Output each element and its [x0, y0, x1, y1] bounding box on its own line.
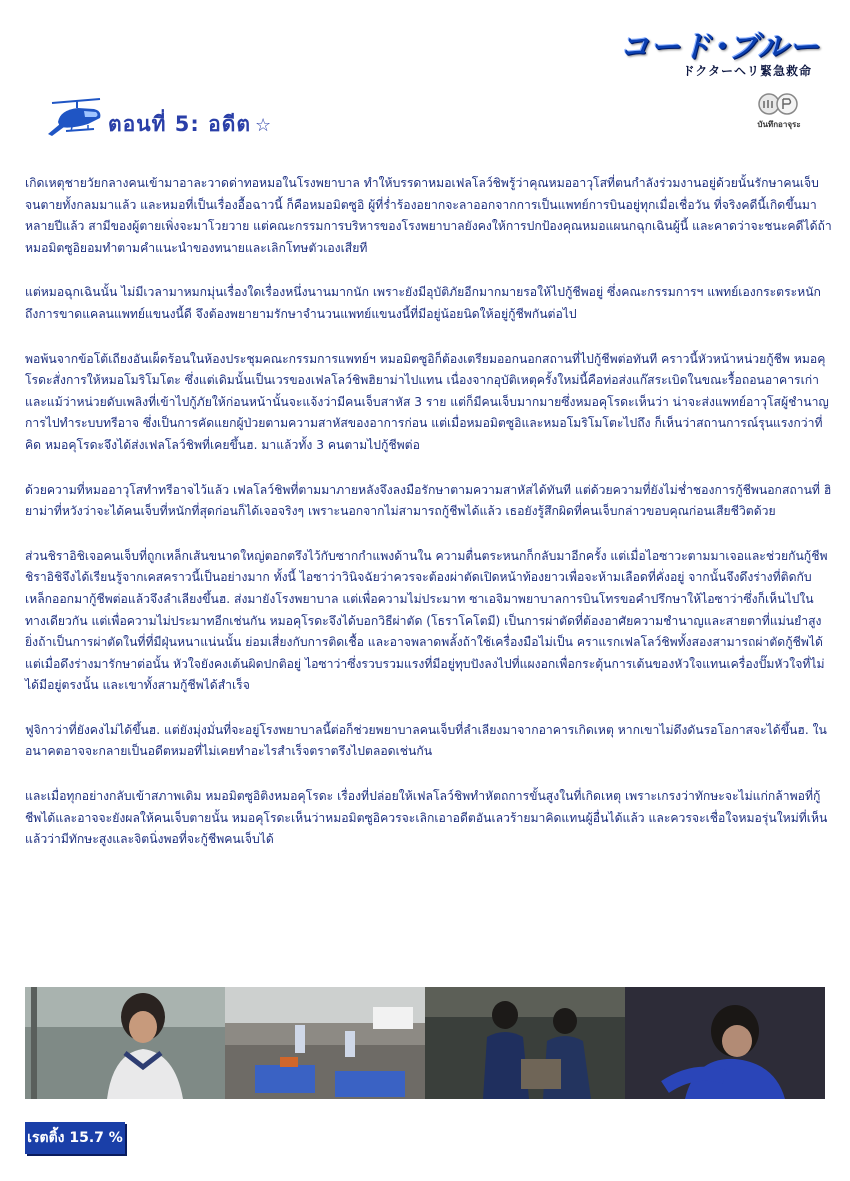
scene-photo-4 [625, 987, 825, 1099]
paragraph: ส่วนชิราอิชิเจอคนเจ็บที่ถูกเหล็กเส้นขนาดใหญ่ตอกตรึงไว้กับซากกำแพงด้านใน ความตื่นตระหนกก็กลับมาอีกครั้ง แต่เมื่อไอซาวะตามมาเจอและช่วยกันกู้ชีพ ชิราอิชิจึงได้เรียนรู้จากเคสคราวนี้เป็นอย่างมาก ทั้งนี้ ไอซาว่าวินิจฉัยว่าควรจะต้องผ่าตัดเปิดหน้าท้องยาวเพื่อจะห้ามเลือดที่คั่งอยู่ จากนั้นจึงดึงร่างที่ติดกับเหล็กออกมากู้ชีพต่อแล้วจึงลำเลียงขึ้นฮ. ส่งมายังโรงพยาบาล แต่เพื่อความไม่ประมาท ซาเอจิมาพยาบาลการบินโทรขอคำปรึกษาให้ไอซาว่าซึ่งก็เห็นไปในทางเดียวกัน แต่เพื่อความไม่ประมาทอีกเช่นกัน หมอคุโรดะจึงได้บอกวิธีผ่าตัด (โธราโคโตมี) เป็นการผ่าตัดที่ต้องอาศัยความชำนาญและสายตาที่แม่นยำสูง ยิ่งถ้าเป็นการผ่าตัดในที่ที่มีฝุ่นหนาแน่นนั้น ย่อมเสี่ยงกับการติดเชื้อ และอาจพลาดพลั้งถ้าใช้เครื่องมือไม่เป็น คราแรกเฟลโลว์ชิพทั้งสองสามารถผ่าตัดกู้ชีพได้ แต่เมื่อดึงร่างมารักษาต่อนั้น หัวใจยังคงเต้นผิดปกติอยู่ ไอซาว่าซึ่งรวบรวมแรงที่มีอยู่ทุบปังลงไปที่แผงอกเพื่อกระตุ้นการเต้นของหัวใจแทนเครื่องปั๊มหัวใจที่ไม่ได้มีอยู่ตรงนั้น และเขาทั้งสามกู้ชีพได้สำเร็จ [25, 548, 828, 693]
photo-strip [25, 987, 825, 1099]
rating-label: เรตติ้ง 15.7 % [25, 1122, 125, 1154]
scene-photo-3 [425, 987, 625, 1099]
show-logo [548, 22, 820, 84]
paragraph: ด้วยความที่หมออาวุโสทำทรีอาจไว้แล้ว เฟลโลว์ชิพที่ตามมาภายหลังจึงลงมือรักษาตามความสาหัสได้ทันที แต่ด้วยความที่ยังไม่ช่ำชองการกู้ชีพนอกสถานที่ ฮิยาม่าที่หวังว่าจะได้คนเจ็บที่หนักที่สุดก่อนก็ได้เจอจริงๆ เพราะนอกจากไม่สามารถกู้ชีพได้แล้ว เธอยังรู้สึกผิดที่คนเจ็บกล่าวขอบคุณก่อนเสียชีวิตด้วย [25, 482, 832, 519]
logo-title: コード･ブルー [619, 30, 820, 65]
badge-label: บันทึกอาจุระ [757, 120, 801, 129]
logo-subtitle: ドクターヘリ緊急救命 [682, 64, 812, 78]
helicopter-icon [44, 96, 106, 138]
star-icon: ☆ [254, 115, 273, 136]
paragraph: ฟูจิกาว่าที่ยังคงไม่ได้ขึ้นฮ. แต่ยังมุ่งมั่นที่จะอยู่โรงพยาบาลนี้ต่อก็ช่วยพยาบาลคนเจ็บที่ลำเลียงมาจากอาคารเกิดเหตุ หากเขาไม่ดึงดันรอโอกาสจะได้ขึ้นฮ. ในอนาคตอาจจะกลายเป็นอดีตหมอที่ไม่เคยทำอะไรสำเร็จตราตรึงไปตลอดเช่นกัน [25, 722, 827, 759]
paragraph: และเมื่อทุกอย่างกลับเข้าสภาพเดิม หมอมิตซูอิติงหมอคุโรดะ เรื่องที่ปล่อยให้เฟลโลว์ชิพทำหัตถการขั้นสูงในที่เกิดเหตุ เพราะเกรงว่าทักษะจะไม่แก่กล้าพอที่กู้ชีพได้และอาจจะยังผลให้คนเจ็บตายนั้น หมอคุโรดะเห็นว่าหมอมิตซูอิควรจะเลิกเอาอดีตอันเลวร้ายมาคิดแทนผู้อื่นได้แล้ว และควรจะเชื่อใจหมอรุ่นใหม่ที่เห็นแล้วว่ามีทักษะสูงและจิตนิ่งพอที่จะกู้ชีพคนเจ็บได้ [25, 789, 828, 847]
paragraph: พอพ้นจากข้อโต้เถียงอันเผ็ดร้อนในห้องประชุมคณะกรรมการแพทย์ฯ หมอมิตซูอิก็ต้องเตรียมออกนอกสถานที่ไปกู้ชีพต่อทันที คราวนี้หัวหน้าหน่วยกู้ชีพ หมอคุโรดะสั่งการให้หมอโมริโมโตะ ซึ่งแต่เดิมนั้นเป็นเวรของเฟลโลว์ชิพฮิยาม่าไปแทน เนื่องจากอุบัติเหตุครั้งใหม่นี้คือท่อส่งแก๊สระเบิดในขณะรื้อถอนอาคารเก่า และแม้ว่าหน่วยดับเพลิงที่เข้าไปกู้ภัยให้ก่อนหน้านั้นจะแจ้งว่ามีคนเจ็บสาหัส 3 ราย แต่ก็มีคนเจ็บมากมายซึ่งหมอคุโรดะเห็นว่า น่าจะส่งแพทย์อาวุโสผู้ชำนาญการไปทำระบบทรีอาจ ซึ่งเป็นการคัดแยกผู้ป่วยตามความสาหัสของอาการก่อน แต่เมื่อหมอมิตซูอิและหมอโมริโมโตะไปถึง ก็เห็นว่าสถานการณ์รุนแรงกว่าที่คิด หมอคุโรดะจึงได้ส่งเฟลโลว์ชิพที่เคยขึ้นฮ. มาแล้วทั้ง 3 คนตามไปกู้ชีพต่อ [25, 351, 829, 452]
paragraph: แต่หมอฉุกเฉินนั้น ไม่มีเวลามาหมกมุ่นเรื่องใดเรื่องหนึ่งนานมากนัก เพราะยังมีอุบัติภัยอีกมากมายรอให้ไปกู้ชีพอยู่ ซึ่งคณะกรรมการฯ แพทย์เองกระตระหนักถึงการขาดแคลนแพทย์แขนงนี้ดี จึงต้องพยายามรักษาจำนวนแพทย์แขนงนี้ที่มีอยู่น้อยนิดให้อยู่กู้ชีพกันต่อไป [25, 285, 821, 321]
article-body [25, 173, 833, 874]
scene-photo-1 [25, 987, 225, 1099]
scene-photo-2 [225, 987, 425, 1099]
episode-title-text: ตอนที่ 5: อดีต [108, 112, 251, 136]
paragraph: เกิดเหตุชายวัยกลางคนเข้ามาอาละวาดด่าทอหมอในโรงพยาบาล ทำให้บรรดาหมอเฟลโลว์ชิพรู้ว่าคุณหมออาวุโสที่ตนกำลังร่วมงานอยู่ด้วยนั้นรักษาคนเจ็บจนตายทั้งกลมมาแล้ว และหมอที่เป็นเรื่องอื้อฉาวนี้ ก็คือหมอมิตซูอิ ผู้ที่ร่ำร้องอยากจะลาออกจากการเป็นแพทย์การบินอยู่ทุกเมื่อเชื่อวัน ที่จริงคดีนี้เกิดขึ้นมาหลายปีแล้ว สามีของผู้ตายเพิ่งจะมาโวยวาย แต่คณะกรรมการบริหารของโรงพยาบาลยังคงให้การปกป้องคุณหมอแผนกฉุกเฉินผู้นี้ และคาดว่าจะชนะคดีได้ถ้าหมอมิตซูอิยอมทำตามคำแนะนำของทนายและเลิกโทษตัวเองเสียที [25, 176, 832, 255]
episode-title [108, 108, 272, 141]
